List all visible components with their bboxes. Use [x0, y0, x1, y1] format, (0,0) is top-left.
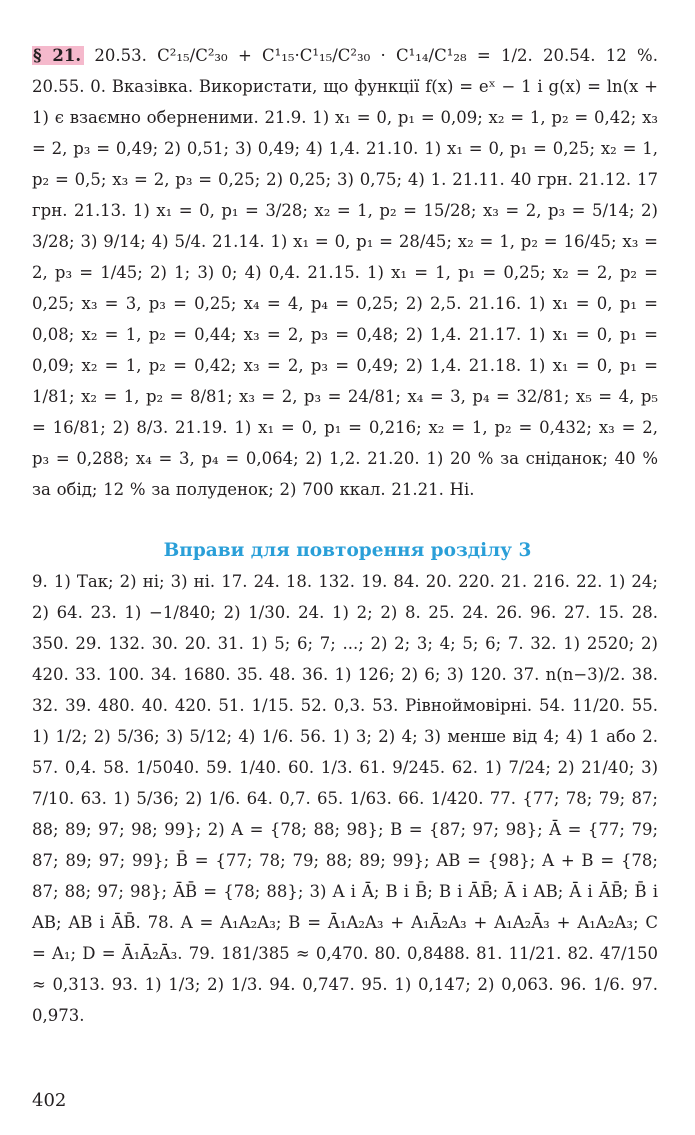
answers-21-text: 20.53. C²₁₅/C²₃₀ + C¹₁₅·C¹₁₅/C²₃₀ · C¹₁₄/C¹₂₈ = 1/2. 20.54. 12 %. 20.55. 0. Вказівка. Використати, що функції f(x) = eˣ − 1 і g(x) = ln(x + 1) є взаємно оберненими. 21.9. 1) x₁ = 0, p₁ = 0,09; x₂ = 1, p₂ = 0,42; x₃ = 2, p₃ = 0,49; 2) 0,51; 3) 0,49; 4) 1,4. 21.10. 1) x₁ = 0, p₁ = 0,25; x₂ = 1, p₂ = 0,5; x₃ = 2, p₃ = 0,25; 2) 0,25; 3) 0,75; 4) 1. 21.11. 40 грн. 21.12. 17 грн. 21.13. 1) x₁ = 0, p₁ = 3/28; x₂ = 1, p₂ = 15/28; x₃ = 2, p₃ = 5/14; 2) 3/28; 3) 9/14; 4) 5/4. 21.14. 1) x₁ = 0, p₁ = 28/45; x₂ = 1, p₂ = 16/45; x₃ = 2, p₃ = 1/45; 2) 1; 3) 0; 4) 0,4. 21.15. 1) x₁ = 1, p₁ = 0,25; x₂ = 2, p₂ = 0,25; x₃ = 3, p₃ = 0,25; x₄ = 4, p₄ = 0,25; 2) 2,5. 21.16. 1) x₁ = 0, p₁ = 0,08; x₂ = 1, p₂ = 0,44; x₃ = 2, p₃ = 0,48; 2) 1,4. 21.17. 1) x₁ = 0, p₁ = 0,09; x₂ = 1, p₂ = 0,42; x₃ = 2, p₃ = 0,49; 2) 1,4. 21.18. 1) x₁ = 0, p₁ = 1/81; x₂ = 1, p₂ = 8/81; x₃ = 2, p₃ = 24/81; x₄ = 3, p₄ = 32/81; x₅ = 4, p₅ = 16/81; 2) 8/3. 21.19. 1) x₁ = 0, p₁ = 0,216; x₂ = 1, p₂ = 0,432; x₃ = 2, p₃ = 0,288; x₄ = 3, p₄ = 0,064; 2) 1,2. 21.20. 1) 20 % за сніданок; 40 % за обід; 12 % за полуденок; 2) 700 ккал. 21.21. Ні. — [32, 46, 658, 499]
review-heading: Вправи для повторення розділу 3 — [163, 540, 532, 561]
page-number: 402 — [32, 1090, 67, 1111]
section-21-label: § 21. — [32, 46, 84, 65]
answers-section-21 — [32, 40, 658, 505]
review-answers: 9. 1) Так; 2) ні; 3) ні. 17. 24. 18. 132. 19. 84. 20. 220. 21. 216. 22. 1) 24; 2) 64. 23. 1) −1/840; 2) 1/30. 24. 1) 2; 2) 8. 25. 24. 26. 96. 27. 15. 28. 350. 29. 132. 30. 20. 31. 1) 5; 6; 7; ...; 2) 2; 3; 4; 5; 6; 7. 32. 1) 2520; 2) 420. 33. 100. 34. 1680. 35. 48. 36. 1) 126; 2) 6; 3) 120. 37. n(n−3)/2. 38. 32. 39. 480. 40. 420. 51. 1/15. 52. 0,3. 53. Рівноймовірні. 54. 11/20. 55. 1) 1/2; 2) 5/36; 3) 5/12; 4) 1/6. 56. 1) 3; 2) 4; 3) менше від 4; 4) 1 або 2. 57. 0,4. 58. 1/5040. 59. 1/40. 60. 1/3. 61. 9/245. 62. 1) 7/24; 2) 21/40; 3) 7/10. 63. 1) 5/36; 2) 1/6. 64. 0,7. 65. 1/63. 66. 1/420. 77. {77; 78; 79; 87; 88; 89; 97; 98; 99}; 2) A = {78; 88; 98}; B = {87; 97; 98}; Ā = {77; 79; 87; 89; 97; 99}; B̄ = {77; 78; 79; 88; 89; 99}; AB = {98}; A + B = {78; 87; 88; 97; 98}; ĀB̄ = {78; 88}; 3) A і Ā; B і B̄; B і ĀB̄; Ā і AB; Ā і ĀB̄; B̄ і AB; AB і ĀB̄. 78. A = A₁A₂A₃; B = Ā₁A₂A₃ + A₁Ā₂A₃ + A₁A₂Ā₃ + A₁A₂A₃; C = A₁; D = Ā₁Ā₂Ā₃. 79. 181/385 ≈ 0,470. 80. 0,8488. 81. 11/21. 82. 47/150 ≈ 0,313. 93. 1) 1/3; 2) 1/3. 94. 0,747. 95. 1) 0,147; 2) 0,063. 96. 1/6. 97. 0,973. — [32, 572, 658, 1025]
